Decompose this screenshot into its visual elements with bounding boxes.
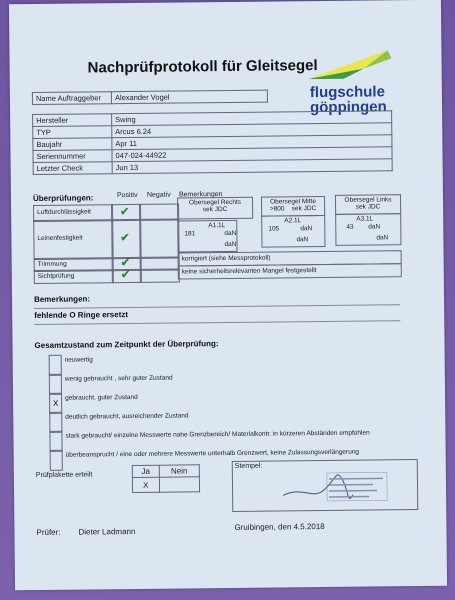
info-value: Alexander Vogel bbox=[111, 90, 267, 104]
leinen-label: Leinenfestigkeit bbox=[37, 234, 83, 242]
checkmark-icon: ✔ bbox=[120, 206, 130, 219]
client-table bbox=[32, 90, 268, 105]
info-value: Swing bbox=[112, 111, 392, 126]
info-label: Letzter Check bbox=[33, 162, 112, 175]
col-negativ: Negativ bbox=[146, 191, 171, 199]
plakette-ja-mark: X bbox=[132, 477, 159, 492]
logo-line1: flugschule bbox=[309, 83, 385, 102]
condition-text: gebraucht, guter Zustand bbox=[65, 393, 138, 402]
stamp-signature-icon bbox=[273, 464, 393, 507]
info-value: 047-024-44922 bbox=[112, 147, 392, 162]
protocol-sheet bbox=[9, 0, 447, 590]
a2-value: 105 bbox=[268, 225, 280, 233]
plakette-table bbox=[132, 464, 200, 493]
info-value: Arcus 6.24 bbox=[112, 123, 392, 138]
sicht-note: keine sicherheitsrelevanten Mangel festgestellt bbox=[181, 267, 317, 276]
stamp-label: Stempel: bbox=[234, 462, 263, 470]
condition-checkbox bbox=[49, 431, 62, 452]
a1-value: 181 bbox=[184, 230, 196, 238]
luft-mid: Obersegel Mitte >800 sek JDC bbox=[269, 198, 317, 213]
table-row bbox=[33, 159, 392, 175]
condition-text: neuwertig bbox=[64, 356, 93, 364]
leinen-negativ-cell bbox=[139, 219, 179, 259]
luft-right: Obersegel Rechts sek JDC bbox=[188, 198, 242, 214]
luft-left-cell bbox=[335, 194, 401, 215]
a3-cell bbox=[335, 213, 401, 246]
luft-label: Luftdurchlässigkeit bbox=[37, 208, 92, 216]
checkmark-icon: ✔ bbox=[120, 257, 130, 270]
remarks-line bbox=[34, 304, 400, 309]
leinen-label-cell bbox=[33, 219, 113, 260]
plakette-nein: Nein bbox=[159, 465, 200, 477]
place-date: Gruibingen, den 4.5.2018 bbox=[234, 522, 325, 532]
pruefer-label: Prüfer: bbox=[36, 527, 61, 538]
info-label: Hersteller bbox=[33, 114, 112, 127]
col-positiv: Positiv bbox=[116, 191, 138, 200]
info-label: TYP bbox=[33, 126, 112, 139]
condition-text: stark gebraucht/ einzelne Messwerte nahe Grenzbereich/ Materialkontr. in kürzeren Abständen empfohlen bbox=[65, 429, 370, 440]
a1-cell bbox=[177, 220, 237, 253]
plakette-nein-mark bbox=[159, 477, 200, 492]
table-row bbox=[132, 477, 199, 493]
condition-text: wenig gebraucht , sehr guter Zustand bbox=[64, 374, 173, 383]
sicht-negativ-cell bbox=[140, 269, 180, 283]
info-label: Seriennummer bbox=[33, 150, 112, 163]
sicht-label-cell bbox=[34, 269, 114, 284]
plakette-ja: Ja bbox=[132, 465, 159, 477]
checkmark-icon: ✔ bbox=[120, 232, 130, 245]
luft-left: Obersegel Links sek JDC bbox=[344, 196, 392, 211]
condition-text: deutlich gebraucht, ausreichender Zustand bbox=[65, 412, 189, 421]
page-title: Nachprüfprotokoll für Gleitsegel bbox=[87, 57, 318, 77]
a3-unit: daN bbox=[376, 234, 389, 242]
plakette-label: Prüfplakette erteilt bbox=[35, 471, 93, 480]
luft-right-cell bbox=[177, 197, 253, 220]
pruefer-name: Dieter Ladmann bbox=[78, 526, 136, 537]
condition-checkbox bbox=[49, 374, 62, 395]
a3-label: A3.1L bbox=[356, 215, 374, 223]
stamp-box bbox=[232, 459, 419, 512]
checks-heading: Überprüfungen: bbox=[32, 193, 94, 204]
remarks-text: fehlende O Ringe ersetzt bbox=[34, 310, 129, 321]
a2-label: A2.1L bbox=[284, 217, 302, 225]
leinen-positiv-cell bbox=[111, 219, 141, 259]
a3-unit-top: daN bbox=[368, 223, 381, 231]
logo-swoosh-icon bbox=[303, 44, 393, 85]
a3-value: 43 bbox=[346, 223, 354, 231]
logo-line2: göppingen bbox=[309, 98, 387, 117]
condition-checkbox bbox=[49, 355, 62, 376]
sicht-note-cell bbox=[178, 263, 402, 279]
info-label: Name Auftraggeber bbox=[32, 92, 111, 105]
info-value: Jun 13 bbox=[112, 159, 392, 174]
a1-unit-top: daN bbox=[224, 229, 237, 238]
trim-label: Trimmung bbox=[37, 260, 67, 268]
sicht-positiv-cell bbox=[112, 269, 142, 283]
condition-checkbox bbox=[49, 412, 62, 433]
a1-unit: daN bbox=[224, 240, 237, 249]
checkmark-icon: ✔ bbox=[120, 269, 131, 282]
condition-checkbox bbox=[50, 450, 63, 471]
luft-mid-cell bbox=[261, 196, 325, 217]
remarks-line bbox=[34, 320, 400, 325]
trim-note: korrigiert (siehe Messprotokoll) bbox=[181, 254, 271, 263]
condition-checkbox: X bbox=[49, 393, 62, 414]
sicht-label: Sichtprüfung bbox=[37, 272, 75, 280]
col-bemerkungen: Bemerkungen bbox=[178, 191, 223, 199]
a2-unit-top: daN bbox=[300, 225, 313, 233]
info-label: Baujahr bbox=[33, 138, 112, 151]
a2-cell bbox=[261, 215, 325, 248]
glider-table bbox=[32, 110, 393, 175]
info-value: Apr 11 bbox=[112, 135, 392, 150]
table-row bbox=[132, 465, 199, 478]
condition-heading: Gesamtzustand zum Zeitpunkt der Überprüfung: bbox=[34, 339, 219, 351]
a2-unit: daN bbox=[296, 236, 309, 244]
a1-label: A1.1L bbox=[208, 222, 226, 230]
table-row bbox=[32, 90, 267, 104]
remarks-heading: Bemerkungen: bbox=[33, 294, 91, 305]
condition-text: überbeansprucht / eine oder mehrere Messwerte unterhalb Grenzwert, keine Zulassungsverlängerung bbox=[65, 448, 360, 459]
